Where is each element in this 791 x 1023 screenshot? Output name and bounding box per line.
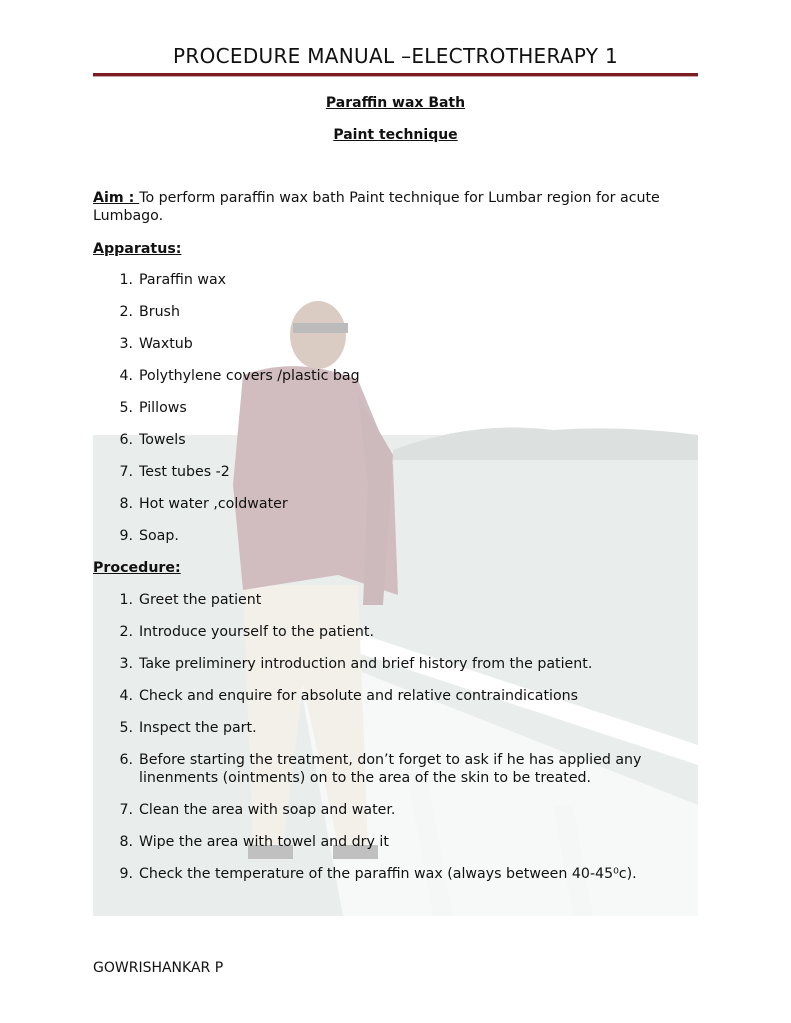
list-text: Polythylene covers /plastic bag (139, 368, 360, 384)
list-text: Soap. (139, 528, 179, 544)
list-number: 8. (119, 496, 133, 512)
list-number: 4. (119, 688, 133, 704)
list-item (93, 687, 698, 705)
list-number: 7. (119, 802, 133, 818)
list-item (93, 271, 698, 289)
list-number: 4. (119, 368, 133, 384)
procedure-list (93, 591, 698, 897)
list-number: 3. (119, 656, 133, 672)
list-text: Test tubes -2 (139, 464, 230, 480)
procedure-label: Procedure: (93, 560, 181, 576)
list-number: 1. (119, 272, 133, 288)
list-text: Towels (139, 432, 186, 448)
list-number: 9. (119, 528, 133, 544)
list-item (93, 865, 698, 883)
list-number: 9. (119, 866, 133, 882)
list-item (93, 751, 698, 787)
list-text: Pillows (139, 400, 187, 416)
list-text: Greet the patient (139, 592, 262, 608)
list-number: 7. (119, 464, 133, 480)
list-text: Paraffin wax (139, 272, 227, 288)
list-item (93, 335, 698, 353)
list-item (93, 623, 698, 641)
list-text: Wipe the area with towel and dry it (139, 834, 389, 850)
apparatus-label: Apparatus: (93, 241, 182, 257)
list-item (93, 367, 698, 385)
list-item (93, 399, 698, 417)
list-text: Clean the area with soap and water. (139, 802, 396, 818)
list-number: 2. (119, 304, 133, 320)
list-item (93, 527, 698, 545)
list-text: Inspect the part. (139, 720, 257, 736)
document-subtitle: Paint technique (333, 127, 458, 143)
list-text: Take preliminery introduction and brief history from the patient. (139, 656, 593, 672)
list-item (93, 833, 698, 851)
list-number: 1. (119, 592, 133, 608)
list-text: Waxtub (139, 336, 193, 352)
list-item (93, 655, 698, 673)
aim-label: Aim : (93, 190, 140, 206)
list-text: Introduce yourself to the patient. (139, 624, 374, 640)
list-number: 6. (119, 752, 133, 768)
list-number: 5. (119, 720, 133, 736)
header-divider (93, 73, 698, 76)
list-text: Check and enquire for absolute and relative contraindications (139, 688, 579, 704)
list-item (93, 303, 698, 321)
footer-author: GOWRISHANKAR P (93, 960, 224, 976)
list-number: 8. (119, 834, 133, 850)
list-item (93, 801, 698, 819)
list-item (93, 591, 698, 609)
list-number: 3. (119, 336, 133, 352)
document-title: Paraffin wax Bath (325, 95, 466, 111)
aim-text: To perform paraffin wax bath Paint technique for Lumbar region for acute Lumbago. (93, 190, 660, 224)
list-item (93, 495, 698, 513)
page-header-title: PROCEDURE MANUAL –ELECTROTHERAPY 1 (173, 44, 618, 68)
list-item (93, 431, 698, 449)
aim-paragraph (93, 189, 683, 225)
list-text: Before starting the treatment, don’t forget to ask if he has applied any linenments (ointments) on to the area of the skin to be treated. (139, 752, 642, 786)
list-number: 5. (119, 400, 133, 416)
list-text: Hot water ,coldwater (139, 496, 288, 512)
list-text: Brush (139, 304, 180, 320)
list-number: 2. (119, 624, 133, 640)
apparatus-list (93, 271, 698, 559)
list-item (93, 719, 698, 737)
list-number: 6. (119, 432, 133, 448)
list-text: Check the temperature of the paraffin wax (always between 40-45⁰c). (139, 866, 637, 882)
list-item (93, 463, 698, 481)
